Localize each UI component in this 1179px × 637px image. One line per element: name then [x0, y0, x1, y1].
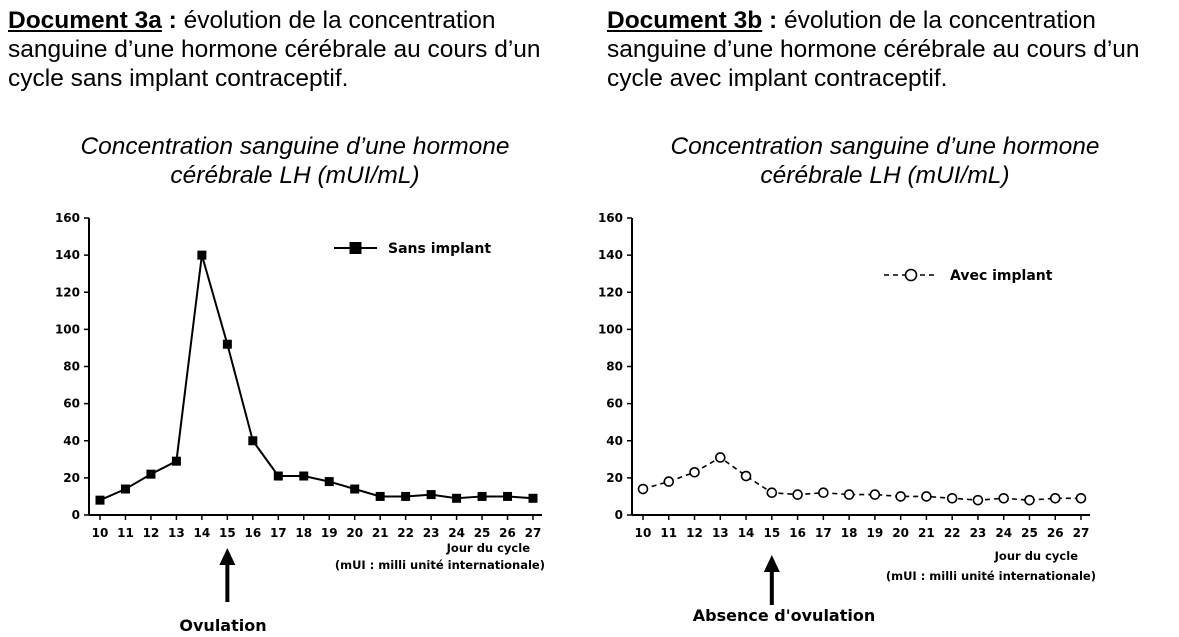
- chart-b-x-tick-label: 17: [815, 526, 832, 540]
- chart-a-x-tick-label: 15: [219, 526, 236, 540]
- chart-b-ovulation-arrow-head: [764, 555, 780, 572]
- chart-a-x-tick-label: 12: [142, 526, 160, 540]
- chart-b-x-tick-label: 10: [634, 526, 652, 540]
- chart-a-x-tick-label: 14: [193, 526, 211, 540]
- chart-b-y-tick-label: 60: [606, 396, 623, 411]
- chart-b-title-line1: Concentration sanguine d’une hormone: [670, 133, 1100, 160]
- chart-a-x-tick-label: 27: [524, 526, 542, 540]
- chart-a-x-tick-label: 22: [397, 526, 414, 540]
- chart-a-x-tick-label: 16: [244, 526, 262, 540]
- chart-b-y-tick-label: 120: [597, 285, 623, 300]
- chart-a-x-tick-label: 17: [269, 526, 287, 540]
- chart-a-y-tick-label: 40: [63, 433, 80, 448]
- chart-a-ovulation-annotation: Ovulation: [179, 616, 267, 635]
- chart-a-legend-marker: [350, 242, 362, 254]
- chart-b-unit-note: (mUI : milli unité internationale): [885, 569, 1096, 583]
- chart-b-series-line: [643, 457, 1081, 500]
- chart-a-title-line2: cérébrale LH (mUI/mL): [170, 162, 420, 189]
- chart-b-ovulation-annotation: Absence d'ovulation: [692, 606, 876, 625]
- chart-a-x-tick-label: 10: [91, 526, 109, 540]
- document-3b-label: Document 3b: [607, 7, 763, 34]
- chart-b-x-tick-label: 19: [866, 526, 884, 540]
- chart-a-data-point: [350, 485, 359, 494]
- document-3b-text: évolution de la concentration sanguine d’une hormone cérébrale au cours d’un cycle avec implant contraceptif.: [607, 7, 1140, 92]
- chart-a-data-point: [376, 492, 385, 501]
- chart-a-x-tick-label: 25: [473, 526, 491, 540]
- chart-a-data-point: [478, 492, 487, 501]
- chart-b-x-tick-label: 18: [840, 526, 858, 540]
- chart-b-data-point: [870, 490, 879, 499]
- chart-b-x-axis-title: Jour du cycle: [994, 549, 1078, 563]
- chart-b-data-point: [639, 485, 648, 494]
- document-3a-label: Document 3a: [8, 7, 162, 34]
- chart-a-y-tick-label: 120: [54, 285, 80, 300]
- chart-b-x-tick-label: 21: [918, 526, 935, 540]
- chart-a-data-point: [452, 494, 461, 503]
- chart-b-data-point: [819, 488, 828, 497]
- chart-b-x-tick-label: 13: [711, 526, 729, 540]
- chart-b-y-tick-label: 0: [614, 508, 623, 522]
- chart-a-legend-label: Sans implant: [388, 241, 492, 257]
- chart-a-x-tick-label: 24: [448, 526, 465, 540]
- document-3a-separator: :: [161, 7, 184, 34]
- chart-a-data-point: [503, 492, 512, 501]
- chart-a-x-tick-label: 23: [422, 526, 440, 540]
- chart-a-x-tick-label: 18: [295, 526, 313, 540]
- chart-a-unit-note: (mUI : milli unité internationale): [334, 558, 545, 572]
- chart-a-x-tick-label: 26: [499, 526, 516, 540]
- chart-b-x-tick-label: 20: [892, 526, 909, 540]
- chart-b-data-point: [999, 494, 1008, 503]
- chart-a-data-point: [248, 436, 257, 445]
- chart-a-data-point: [325, 477, 334, 486]
- chart-b-data-point: [1025, 496, 1034, 505]
- chart-a-x-tick-label: 19: [320, 526, 338, 540]
- chart-b-y-tick-label: 80: [606, 359, 623, 374]
- chart-b-x-tick-label: 25: [1021, 526, 1038, 540]
- chart-b-y-tick-label: 140: [597, 248, 623, 263]
- chart-a-y-tick-label: 80: [63, 359, 80, 374]
- chart-b-y-tick-label: 160: [597, 211, 623, 225]
- chart-a-data-point: [172, 457, 181, 466]
- chart-b-data-point: [1051, 494, 1060, 503]
- chart-b-x-tick-label: 23: [969, 526, 987, 540]
- chart-a-data-point: [299, 472, 308, 481]
- chart-b-title-line2: cérébrale LH (mUI/mL): [760, 162, 1010, 189]
- chart-a-x-tick-label: 21: [371, 526, 389, 540]
- chart-b-y-tick-label: 40: [606, 433, 623, 448]
- chart-a-data-point: [146, 470, 155, 479]
- chart-b-data-point: [716, 453, 725, 462]
- chart-a-data-point: [529, 494, 538, 503]
- chart-a-x-tick-label: 20: [346, 526, 364, 540]
- chart-b-x-tick-label: 26: [1046, 526, 1064, 540]
- chart-b-x-tick-label: 24: [995, 526, 1013, 540]
- chart-b-data-point: [948, 494, 957, 503]
- document-3b-separator: :: [762, 7, 784, 34]
- chart-a-data-point: [401, 492, 410, 501]
- chart-a-x-axis-title: Jour du cycle: [446, 541, 530, 555]
- chart-a-data-point: [274, 472, 283, 481]
- chart-a-series-line: [100, 255, 533, 500]
- chart-b-x-tick-label: 12: [686, 526, 703, 540]
- chart-b-data-point: [767, 488, 776, 497]
- chart-a-x-tick-label: 13: [168, 526, 185, 540]
- chart-a-ovulation-arrow-head: [219, 548, 235, 565]
- chart-b-x-tick-label: 27: [1072, 526, 1090, 540]
- document-3a-text: évolution de la concentration sanguine d’une hormone cérébrale au cours d’un cycle sans implant contraceptif.: [8, 7, 541, 92]
- chart-b-data-point: [690, 468, 699, 477]
- chart-b-data-point: [1077, 494, 1086, 503]
- chart-a-title-line1: Concentration sanguine d’une hormone: [80, 133, 510, 160]
- chart-b-x-tick-label: 22: [943, 526, 961, 540]
- chart-a-data-point: [427, 490, 436, 499]
- chart-b-data-point: [845, 490, 854, 499]
- chart-b-x-tick-label: 11: [660, 526, 678, 540]
- chart-b-x-tick-label: 14: [737, 526, 755, 540]
- chart-b-data-point: [896, 492, 905, 501]
- chart-a-data-point: [197, 251, 206, 260]
- chart-a-y-tick-label: 60: [63, 396, 80, 411]
- chart-b-data-point: [793, 490, 802, 499]
- chart-b-x-tick-label: 15: [763, 526, 781, 540]
- chart-a-y-tick-label: 140: [54, 248, 80, 263]
- chart-b-data-point: [664, 477, 673, 486]
- chart-a-y-tick-label: 0: [71, 508, 80, 522]
- chart-b-legend-marker: [906, 270, 917, 281]
- chart-b-data-point: [973, 496, 982, 505]
- chart-b-data-point: [922, 492, 931, 501]
- chart-b-x-tick-label: 16: [789, 526, 806, 540]
- chart-b-data-point: [742, 472, 751, 481]
- chart-a-y-tick-label: 100: [54, 322, 80, 337]
- chart-b-y-tick-label: 100: [597, 322, 623, 337]
- chart-a-x-tick-label: 11: [117, 526, 134, 540]
- chart-b-legend-label: Avec implant: [950, 268, 1053, 284]
- chart-a-y-tick-label: 20: [63, 470, 80, 485]
- chart-a-data-point: [121, 485, 130, 494]
- chart-a-data-point: [96, 496, 105, 505]
- chart-a-data-point: [223, 340, 232, 349]
- chart-a-y-tick-label: 160: [54, 211, 80, 225]
- chart-b-y-tick-label: 20: [606, 470, 623, 485]
